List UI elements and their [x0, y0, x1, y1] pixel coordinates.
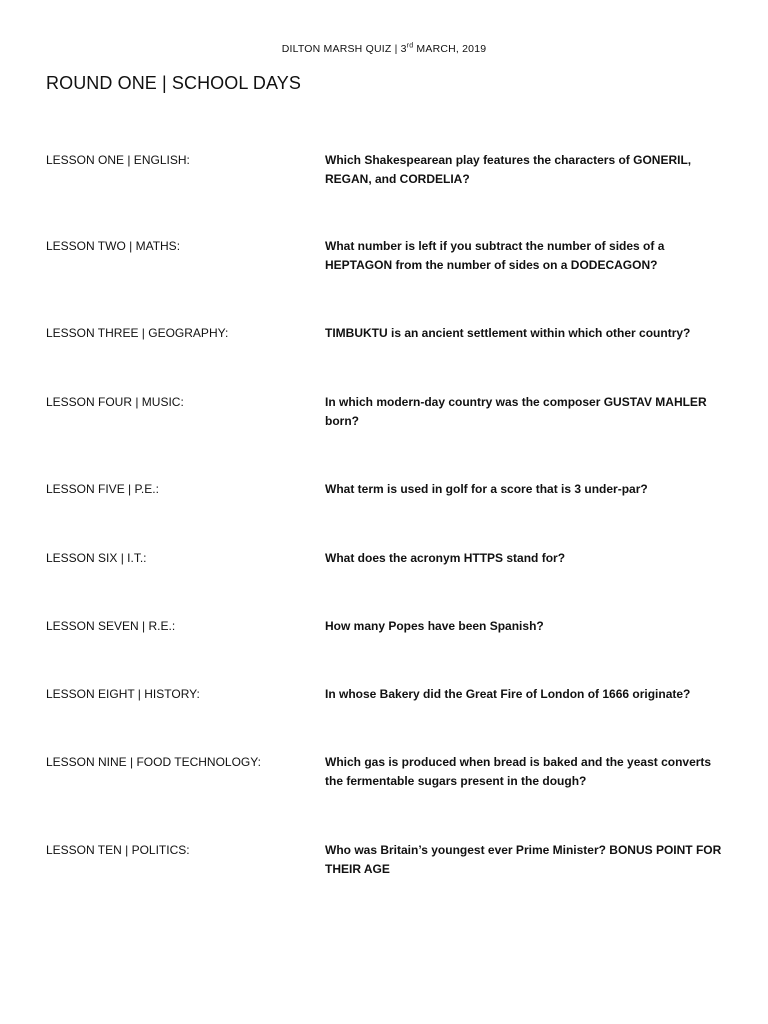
lesson-label: LESSON TWO | MATHS: [46, 239, 181, 253]
lesson-label: LESSON SEVEN | R.E.: [46, 619, 176, 633]
lesson-question: What number is left if you subtract the number of sides of a HEPTAGON from the number of sides on a DODECAGON? [325, 239, 665, 272]
lesson-label: LESSON TEN | POLITICS: [46, 843, 190, 857]
lesson-label: LESSON FOUR | MUSIC: [46, 395, 184, 409]
lesson-question: In which modern-day country was the composer GUSTAV MAHLER born? [325, 395, 707, 428]
lesson-label: LESSON FIVE | P.E.: [46, 482, 159, 496]
lesson-label: LESSON THREE | GEOGRAPHY: [46, 326, 229, 340]
round-title: ROUND ONE | SCHOOL DAYS [46, 73, 302, 93]
lesson-question: How many Popes have been Spanish? [325, 619, 544, 633]
lesson-question: Which Shakespearean play features the characters of GONERIL, REGAN, and CORDELIA? [325, 153, 692, 186]
header-prefix: DILTON MARSH QUIZ | 3 [281, 43, 407, 55]
lesson-label: LESSON SIX | I.T.: [46, 551, 147, 565]
document-header [0, 43, 768, 55]
lesson-label: LESSON EIGHT | HISTORY: [46, 687, 200, 701]
lesson-label: LESSON NINE | FOOD TECHNOLOGY: [46, 755, 261, 769]
lesson-question: In whose Bakery did the Great Fire of London of 1666 originate? [325, 687, 691, 701]
header-ordinal: rd [406, 42, 414, 50]
lesson-question: TIMBUKTU is an ancient settlement within which other country? [325, 326, 691, 340]
lesson-question: What does the acronym HTTPS stand for? [325, 551, 566, 565]
lesson-label: LESSON ONE | ENGLISH: [46, 153, 190, 167]
lesson-question: Who was Britain’s youngest ever Prime Minister? BONUS POINT FOR THEIR AGE [325, 843, 722, 876]
header-suffix: MARCH, 2019 [413, 43, 487, 55]
lesson-question: What term is used in golf for a score that is 3 under-par? [325, 482, 648, 496]
lesson-question: Which gas is produced when bread is baked and the yeast converts the fermentable sugars present in the dough? [325, 755, 712, 788]
